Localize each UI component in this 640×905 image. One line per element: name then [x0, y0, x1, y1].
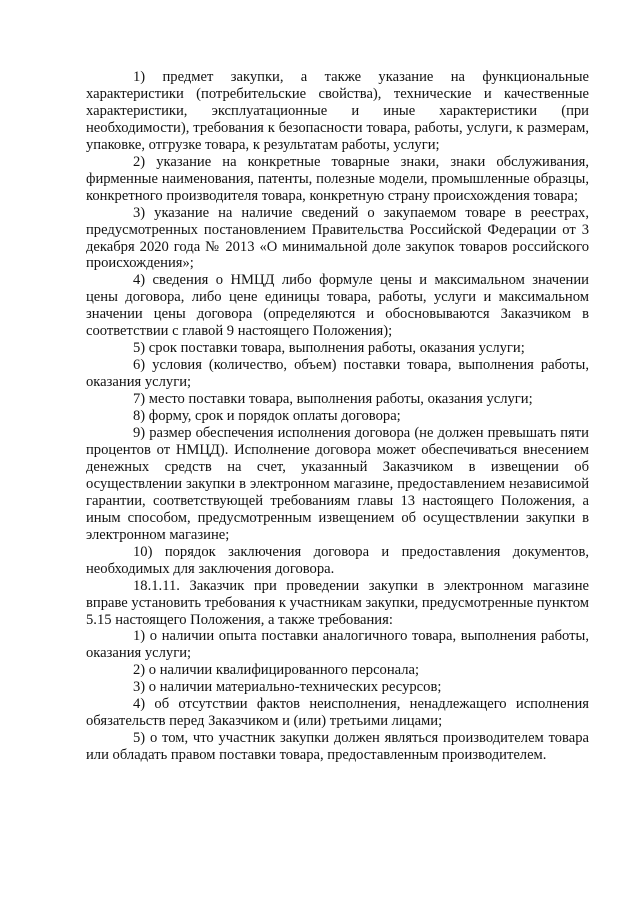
list-item-security: 9) размер обеспечения исполнения договора (не должен превышать пяти процентов от НМЦД). Исполнение договора может обеспечиваться внесением денежных средств на счет, указанный Заказчиком в извещении об осуществлении закупки в электронном магазине, предоставлением независимой гарантии, соответствующей требованиям главы 13 настоящего Положения, а иным способом, предусмотренным извещением об осуществлении закупки в электронном магазине;: [86, 425, 589, 543]
list-item-delivery-term: 5) срок поставки товара, выполнения работы, оказания услуги;: [133, 340, 525, 357]
list-item-place: 7) место поставки товара, выполнения работы, оказания услуги;: [133, 391, 533, 408]
list-item-registry: 3) указание на наличие сведений о закупаемом товаре в реестрах, предусмотренных постановлением Правительства Российской Федерации от 3 декабря 2020 года № 2013 «О минимальной доле закупок товаров российского происхождения»;: [86, 204, 589, 272]
list-item-conditions: 6) условия (количество, объем) поставки товара, выполнения работы, оказания услуги;: [86, 357, 589, 391]
requirement-item-obligations: 4) об отсутствии фактов неисполнения, ненадлежащего исполнения обязательств перед Заказчиком и (или) третьими лицами;: [86, 696, 589, 730]
list-item-trademarks: 2) указание на конкретные товарные знаки, знаки обслуживания, фирменные наименования, патенты, полезные модели, промышленные образцы, конкретного производителя товара, конкретную страну происхождения товара;: [86, 153, 589, 204]
requirement-item-experience: 1) о наличии опыта поставки аналогичного товара, выполнения работы, оказания услуги;: [86, 628, 589, 662]
list-item-contract-procedure: 10) порядок заключения договора и предоставления документов, необходимых для заключения договора.: [86, 543, 589, 577]
list-item-price: 4) сведения о НМЦД либо формуле цены и максимальном значении цены договора, либо цене единицы товара, работы, услуги и максимальном значении цены договора (определяются и обосновываются Заказчиком в соответствии с главой 9 настоящего Положения);: [86, 272, 589, 340]
list-item-subject: 1) предмет закупки, а также указание на функциональные характеристики (потребительские свойства), технические и качественные характеристики, эксплуатационные и иные характеристики (при необходимости), требования к безопасности товара, работы, услуги, к размерам, упаковке, отгрузке товара, к результатам работы, услуги;: [86, 69, 589, 153]
document-body: [86, 69, 589, 764]
requirement-item-resources: 3) о наличии материально-технических ресурсов;: [133, 679, 442, 696]
section-paragraph-18-1-11: 18.1.11. Заказчик при проведении закупки в электронном магазине вправе установить требования к участникам закупки, предусмотренные пунктом 5.15 настоящего Положения, а также требования:: [86, 577, 589, 628]
requirement-item-personnel: 2) о наличии квалифицированного персонала;: [133, 662, 420, 679]
requirement-item-manufacturer: 5) о том, что участник закупки должен являться производителем товара или обладать правом поставки товара, предоставленным производителем.: [86, 730, 589, 764]
list-item-payment: 8) форму, срок и порядок оплаты договора;: [133, 408, 401, 425]
